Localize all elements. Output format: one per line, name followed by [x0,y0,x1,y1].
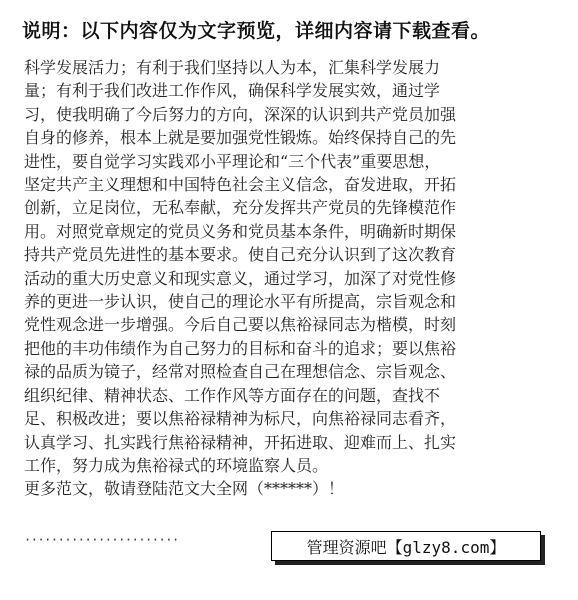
article-line: 禄的品质为镜子，经常对照检查自己在理想信念、宗旨观念、 [24,362,457,382]
article-line: 进性，要自觉学习实践邓小平理论和“三个代表”重要思想， [24,151,441,171]
article-line: 坚定共产主义理想和中国特色社会主义信念，奋发进取，开拓 [24,175,457,195]
preview-notice-title: 说明：以下内容仅为文字预览，详细内容请下载查看。 [22,20,491,42]
article-line: 养的更进一步认识，使自己的理论水平有所提高，宗旨观念和 [24,292,457,312]
article-body [24,56,554,501]
site-watermark-badge: 管理资源吧【glzy8.com】 [271,531,541,561]
article-line: 科学发展活力；有利于我们坚持以人为本，汇集科学发展力 [24,58,441,77]
article-line: 用。对照党章规定的党员义务和党员基本条件，明确新时期保 [24,221,457,241]
article-line: 工作，努力成为焦裕禄式的环境监察人员。 [24,455,329,475]
article-line: 量；有利于我们改进工作作风，确保科学发展实效，通过学 [24,81,441,101]
article-line: 持共产党员先进性的基本要求。使自己充分认识到了这次教育 [24,245,457,265]
article-line: 足、积极改进；要以焦裕禄精神为标尺，向焦裕禄同志看齐， [24,409,457,429]
article-line: 把他的丰功伟绩作为自己努力的目标和奋斗的追求；要以焦裕 [24,338,457,358]
article-line: 活动的重大历史意义和现实意义，通过学习，加深了对党性修 [24,268,457,288]
article-line: 习，使我明确了今后努力的方向，深深的认识到共产党员加强 [24,104,457,124]
article-line: 组织纪律、精神状态、工作作风等方面存在的问题，查找不 [24,385,441,405]
article-line: 创新，立足岗位，无私奉献，充分发挥共产党员的先锋模范作 [24,198,457,218]
article-line: 认真学习、扎实践行焦裕禄精神，开拓进取、迎难而上、扎实 [24,432,457,452]
article-line: 自身的修养，根本上就是要加强党性锻炼。始终保持自己的先 [24,128,457,148]
more-templates-line: 更多范文，敬请登陆范文大全网（******）！ [24,479,345,499]
article-line: 党性观念进一步增强。今后自己要以焦裕禄同志为楷模，时刻 [24,315,457,335]
dotted-separator: ······················· [24,533,179,547]
